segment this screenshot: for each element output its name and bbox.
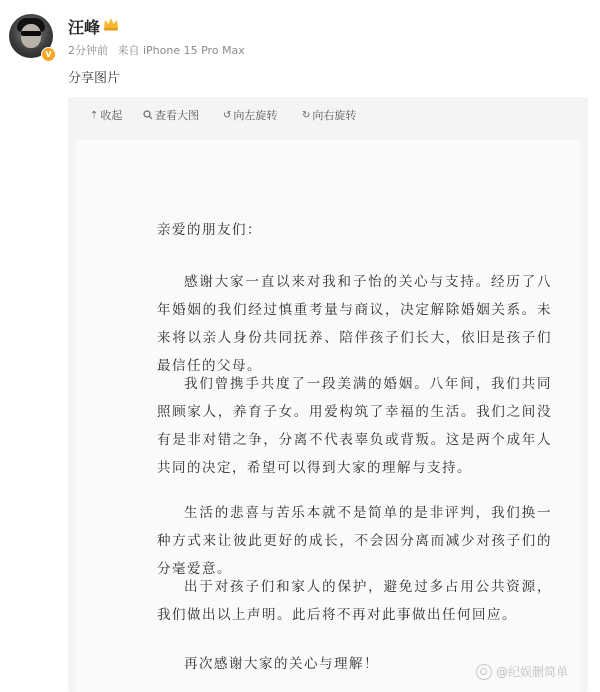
watermark [476,663,568,680]
collapse-button[interactable] [90,107,122,123]
collapse-label: 收起 [100,109,123,122]
collapse-icon: ⇡ [90,109,99,121]
letter-paragraph-2: 我们曾携手共度了一段美满的婚姻。八年间，我们共同照顾家人，养育子女。用爱构筑了幸福的生活。我们之间没有是非对错之争，分离不代表辜负或背叛。这是两个成年人共同的决定，希望可以得到大家的理解与支持。 [157,376,552,476]
letter-paragraph-3: 生活的悲喜与苦乐本就不是简单的是非评判，我们换一种方式来让彼此更好的成长，不会因分离而减少对孩子们的分毫爱意。 [157,505,552,577]
post-caption: 分享图片 [68,71,121,86]
rotate-right-button[interactable] [302,107,356,123]
image-viewer [68,97,588,692]
post-time[interactable]: 2分钟前 [68,44,108,57]
rotate-left-icon: ↺ [223,109,232,121]
watermark-text: @纪娱删简单 [495,665,568,679]
rotate-right-icon: ↻ [302,109,311,121]
verified-badge-icon: V [41,47,56,62]
letter-paragraph-4: 出于对孩子们和家人的保护，避免过多占用公共资源，我们做出以上声明。此后将不再对此事做出任何回应。 [157,579,552,623]
image-toolbar [68,97,588,129]
post-header [0,0,600,100]
view-large-button[interactable] [143,107,199,123]
post-meta [68,42,251,58]
rotate-left-label: 向左旋转 [233,109,278,122]
search-icon [143,110,153,120]
letter-image[interactable] [76,140,580,692]
avatar-face [21,24,41,48]
rotate-right-label: 向右旋转 [312,109,357,122]
letter-greeting: 亲爱的朋友们： [157,222,262,238]
rotate-left-button[interactable] [223,107,277,123]
avatar-sunglasses [21,31,41,36]
post-source: 来自 iPhone 15 Pro Max [117,44,245,57]
author-name[interactable]: 汪峰 [68,18,101,37]
view-large-label: 查看大图 [155,109,199,122]
crown-icon [103,17,119,31]
letter-closing: 再次感谢大家的关心与理解！ [184,656,379,672]
letter-paragraph-1: 感谢大家一直以来对我和子怡的关心与支持。经历了八年婚姻的我们经过慎重考量与商议，决定解除婚姻关系。未来将以亲人身份共同抚养、陪伴孩子们长大，依旧是孩子们最信任的父母。 [157,274,552,374]
watermark-logo-icon [476,664,492,680]
